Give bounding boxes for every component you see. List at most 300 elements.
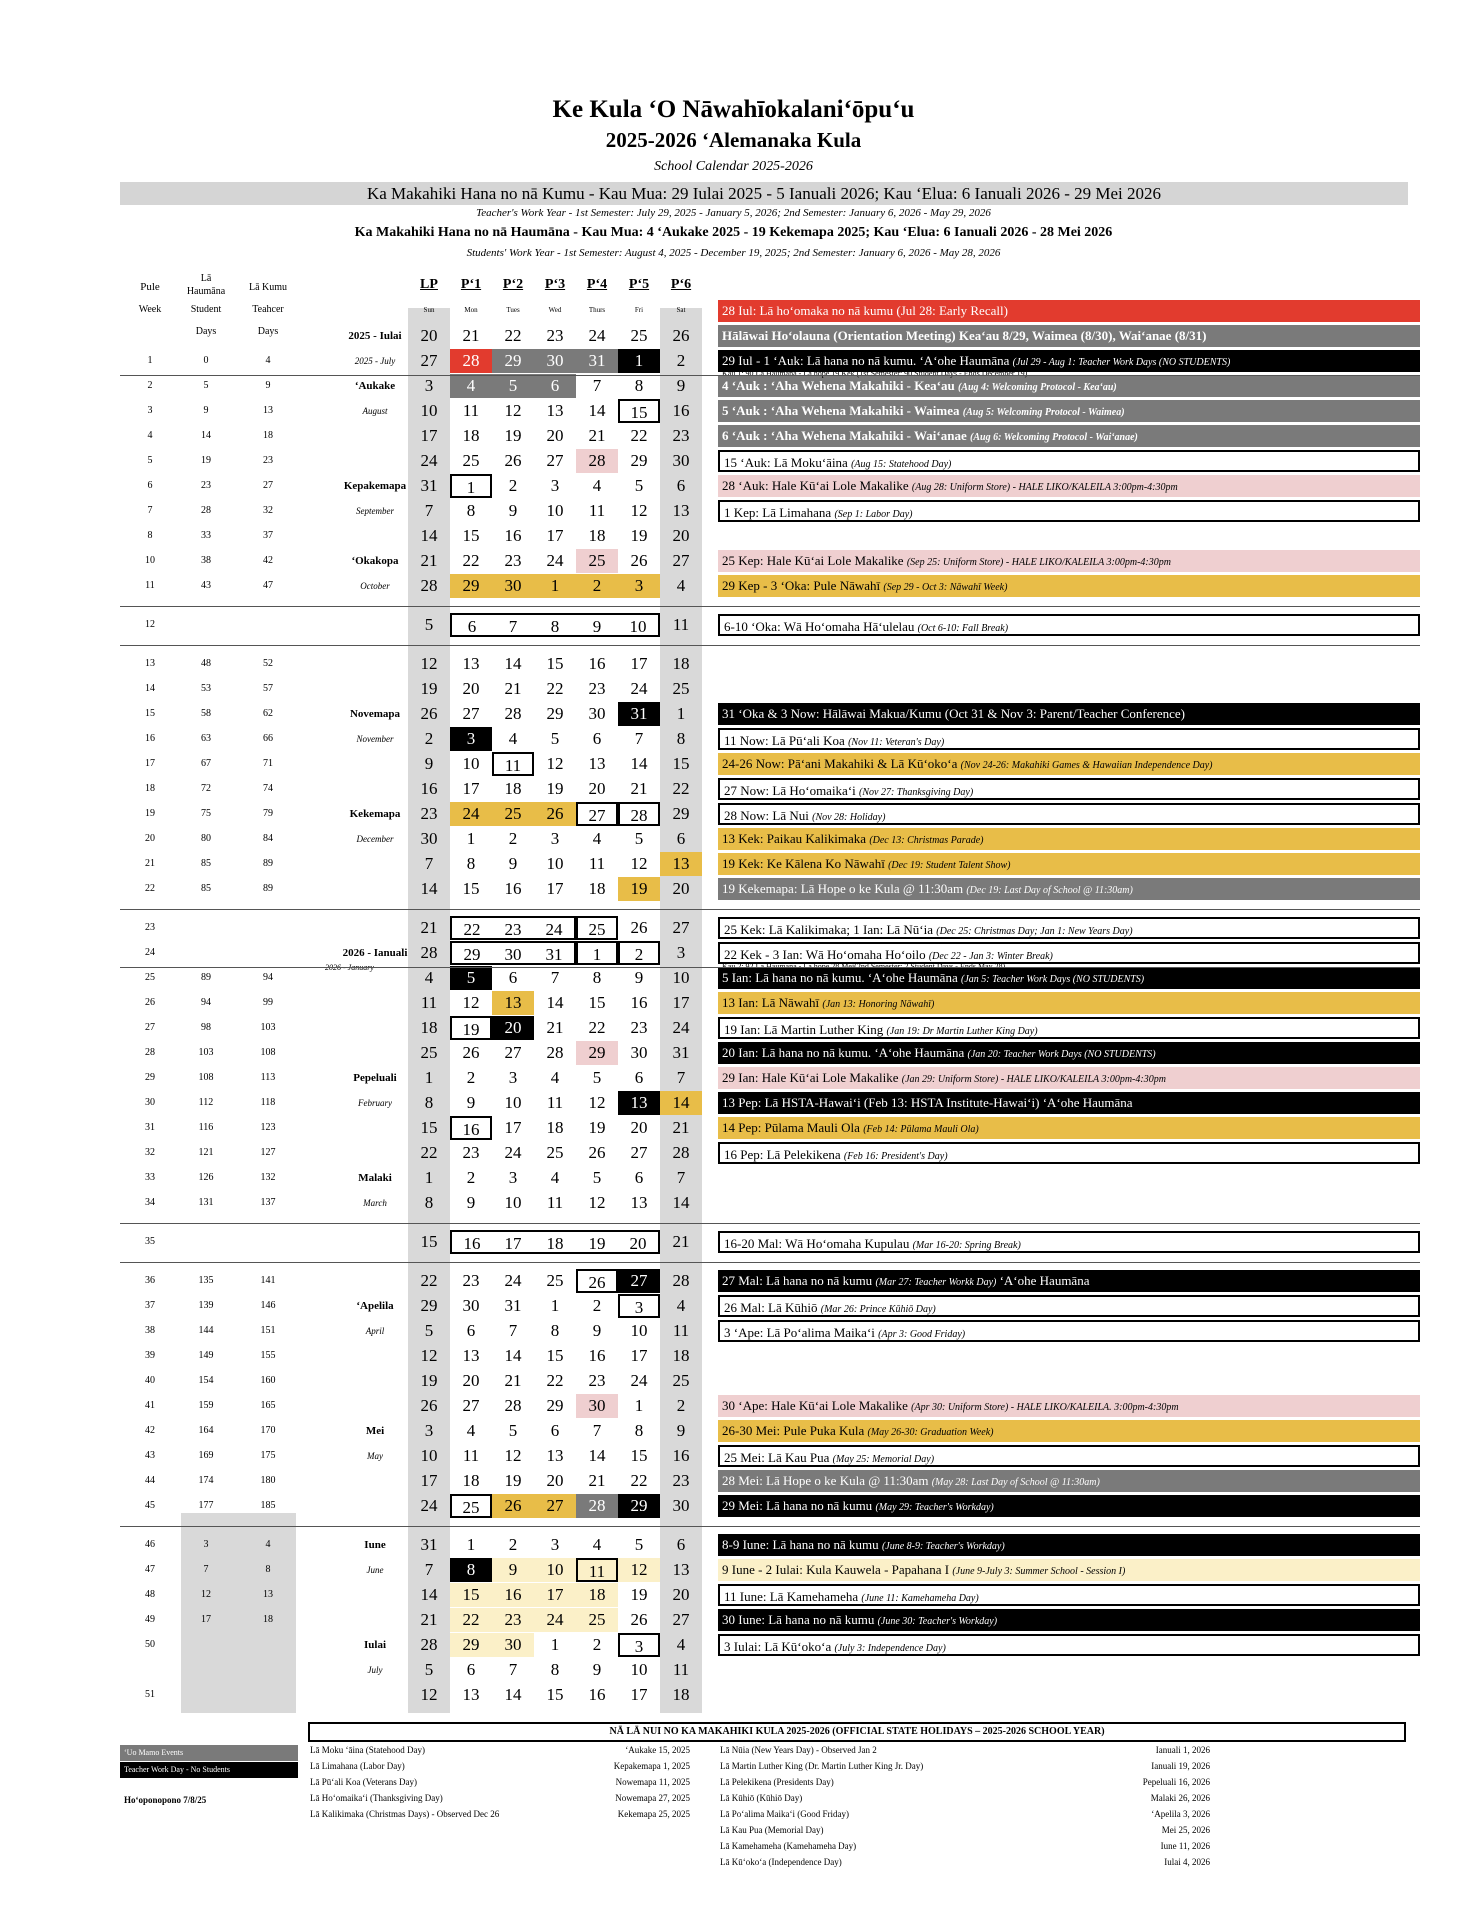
holiday-name: Lā Pelekikena (Presidents Day) bbox=[720, 1777, 834, 1787]
day-cell: 1 bbox=[534, 574, 576, 598]
event-text: 14 Pep: Pūlama Mauli Ola bbox=[722, 1120, 860, 1135]
day-cell: 5 bbox=[424, 1321, 434, 1340]
day-cell: 9 bbox=[676, 376, 686, 395]
day-cell: 31 bbox=[672, 1043, 690, 1062]
day-cell: 27 bbox=[504, 1043, 522, 1062]
teacher-days: 62 bbox=[263, 708, 273, 719]
day-cell: 15 bbox=[450, 1583, 492, 1607]
day-cell: 15 bbox=[630, 1446, 648, 1465]
week-row bbox=[120, 449, 1420, 473]
week-number: 39 bbox=[145, 1350, 155, 1361]
day-cell: 6 bbox=[634, 1068, 644, 1087]
student-days: 7 bbox=[203, 1564, 209, 1575]
day-label: Sat bbox=[676, 306, 686, 314]
event-text: 27 Now: Lā Hoʻomaikaʻi bbox=[724, 783, 856, 798]
day-cell: 8 bbox=[534, 613, 576, 637]
day-cell: 5 bbox=[592, 1068, 602, 1087]
teacher-days: 170 bbox=[260, 1425, 276, 1436]
day-cell: 16 bbox=[450, 1230, 492, 1254]
student-days bbox=[181, 1230, 231, 1254]
week-number: 13 bbox=[145, 658, 155, 669]
event-banner bbox=[718, 614, 1420, 636]
holiday-name: Lā Moku ʻāina (Statehood Day) bbox=[310, 1745, 425, 1755]
day-cell: 10 bbox=[420, 1446, 438, 1465]
week-row bbox=[120, 702, 1420, 726]
student-days: 58 bbox=[201, 708, 211, 719]
event-note: (Sep 1: Labor Day) bbox=[834, 509, 913, 520]
event-banner bbox=[718, 942, 1420, 964]
day-cell: 15 bbox=[462, 526, 480, 545]
teacher-days: 8 bbox=[265, 1564, 271, 1575]
week-number: 8 bbox=[147, 530, 153, 541]
event-banner bbox=[718, 1445, 1420, 1467]
day-cell bbox=[660, 299, 702, 323]
event-note: (Dec 13: Christmas Parade) bbox=[869, 835, 984, 846]
day-cell: 5 bbox=[424, 1660, 434, 1679]
teacher-days: 52 bbox=[263, 658, 273, 669]
day-cell: 25 bbox=[630, 326, 648, 345]
day-cell: 9 bbox=[634, 968, 644, 987]
day-cell: 18 bbox=[504, 779, 522, 798]
week-row bbox=[120, 991, 1420, 1015]
event-text: 15 ʻAuk: Lā Mokuʻāina bbox=[724, 455, 848, 470]
event-banner bbox=[718, 400, 1420, 422]
month-label: March bbox=[363, 1198, 387, 1208]
section-divider bbox=[120, 606, 1420, 607]
day-cell: 15 bbox=[462, 879, 480, 898]
day-cell: 13 bbox=[660, 852, 702, 876]
day-cell: 15 bbox=[546, 1346, 564, 1365]
holiday-name: Lā Martin Luther King (Dr. Martin Luther King Jr. Day) bbox=[720, 1761, 924, 1771]
holiday-date: Mei 25, 2026 bbox=[1161, 1825, 1210, 1835]
day-cell: 13 bbox=[546, 401, 564, 420]
day-cell: 6 bbox=[466, 1660, 476, 1679]
holiday-name: Lā Limahana (Labor Day) bbox=[310, 1761, 405, 1771]
day-cell: 8 bbox=[424, 1093, 434, 1112]
teacher-days: 89 bbox=[263, 858, 273, 869]
week-row bbox=[120, 424, 1420, 448]
day-cell: 1 bbox=[424, 1168, 434, 1187]
day-cell: 2 bbox=[592, 1635, 602, 1654]
event-text: 28 Iul: Lā hoʻomaka no nā kumu (Jul 28: Early Recall) bbox=[722, 303, 1008, 318]
week-row bbox=[120, 1608, 1420, 1632]
day-cell: 10 bbox=[504, 1093, 522, 1112]
day-cell: 8 bbox=[634, 1421, 644, 1440]
event-note: (June 8-9: Teacher's Workday) bbox=[881, 1541, 1005, 1552]
week-number: 41 bbox=[145, 1400, 155, 1411]
day-cell: 22 bbox=[546, 679, 564, 698]
day-cell: 1 bbox=[550, 1635, 560, 1654]
month-label: Pepeluali bbox=[353, 1072, 397, 1084]
day-cell: 29 bbox=[576, 1041, 618, 1065]
day-cell: 16 bbox=[630, 993, 648, 1012]
month-label: ʻOkakopa bbox=[351, 555, 399, 567]
day-cell: 21 bbox=[504, 679, 522, 698]
event-note: (Nov 11: Veteran's Day) bbox=[848, 737, 945, 748]
event-text: 24-26 Now: Pāʻani Makahiki & Lā Kūʻokoʻa bbox=[722, 756, 958, 771]
holiday-date: Iune 11, 2026 bbox=[1160, 1841, 1210, 1851]
day-cell: 8 bbox=[550, 1660, 560, 1679]
day-cell: 30 bbox=[672, 1496, 690, 1515]
day-cell: 27 bbox=[462, 1396, 480, 1415]
day-cell: 14 bbox=[504, 1685, 522, 1704]
day-cell: 10 bbox=[420, 401, 438, 420]
day-cell: 14 bbox=[660, 1091, 702, 1115]
day-label: Sun bbox=[423, 306, 435, 314]
day-cell: 6 bbox=[676, 829, 686, 848]
event-note: (Jan 19: Dr Martin Luther King Day) bbox=[886, 1026, 1038, 1037]
week-number bbox=[127, 299, 173, 323]
teacher-days bbox=[240, 1633, 296, 1657]
month-label: ʻAukake bbox=[354, 380, 396, 392]
event-banner bbox=[718, 1042, 1420, 1064]
day-cell: 17 bbox=[546, 526, 564, 545]
student-year-banner: Ka Makahiki Hana no nā Haumāna - Kau Mua: 4 ʻAukake 2025 - 19 Kekemapa 2025; Kau ʻElua: 6 Ianuali 2026 - 28 Mei 2026 bbox=[354, 225, 1113, 240]
day-cell: 26 bbox=[630, 551, 648, 570]
week-row bbox=[120, 916, 1420, 940]
student-days bbox=[181, 1683, 231, 1707]
day-cell: 18 bbox=[588, 879, 606, 898]
week-number: 33 bbox=[145, 1172, 155, 1183]
day-cell bbox=[618, 299, 660, 323]
week-number: 36 bbox=[145, 1275, 155, 1286]
day-cell: 30 bbox=[492, 941, 534, 965]
week-row bbox=[120, 652, 1420, 676]
teacher-days: 13 bbox=[263, 1589, 273, 1600]
student-days: 131 bbox=[198, 1197, 214, 1208]
teacher-days: 108 bbox=[260, 1047, 276, 1058]
day-cell: 21 bbox=[630, 779, 648, 798]
day-cell: 24 bbox=[420, 451, 438, 470]
day-cell: 12 bbox=[588, 1193, 606, 1212]
day-cell: 8 bbox=[634, 376, 644, 395]
day-cell: 20 bbox=[672, 879, 690, 898]
teacher-days: 18 bbox=[263, 430, 273, 441]
holiday-date: Kepakemapa 1, 2025 bbox=[613, 1761, 690, 1771]
day-cell: 6 bbox=[508, 968, 518, 987]
day-cell: 4 bbox=[450, 374, 492, 398]
holiday-name: Lā Poʻalima Maikaʻi (Good Friday) bbox=[720, 1809, 849, 1819]
student-days: 144 bbox=[198, 1325, 214, 1336]
teacher-days: 13 bbox=[263, 405, 273, 416]
day-cell: 2 bbox=[508, 1535, 518, 1554]
teacher-days bbox=[240, 1230, 296, 1254]
event-banner bbox=[718, 753, 1420, 775]
teacher-days: 160 bbox=[260, 1375, 276, 1386]
day-cell: 18 bbox=[576, 1583, 618, 1607]
month-label: September bbox=[356, 506, 394, 516]
day-cell: 20 bbox=[420, 326, 438, 345]
day-cell: 18 bbox=[420, 1018, 438, 1037]
event-banner bbox=[718, 1559, 1420, 1581]
day-cell: 26 bbox=[420, 1396, 438, 1415]
section-divider bbox=[120, 1526, 1420, 1527]
event-text: 3 ʻApe: Lā Poʻalima Maikaʻi bbox=[724, 1325, 875, 1340]
month-label: April bbox=[365, 1326, 385, 1336]
holiday-date: Pepeluali 16, 2026 bbox=[1142, 1777, 1210, 1787]
day-cell: 10 bbox=[630, 1321, 648, 1340]
week-row bbox=[120, 1041, 1420, 1065]
day-cell: 16 bbox=[504, 879, 522, 898]
teacher-days: 57 bbox=[263, 683, 273, 694]
day-cell: 2 bbox=[424, 729, 434, 748]
day-cell: 25 bbox=[576, 916, 618, 940]
day-cell: 5 bbox=[550, 729, 560, 748]
day-cell: 2 bbox=[576, 574, 618, 598]
day-cell: 14 bbox=[588, 1446, 606, 1465]
day-cell: 15 bbox=[420, 1232, 438, 1251]
day-label: Wed bbox=[548, 306, 562, 314]
teacher-days: 103 bbox=[260, 1022, 276, 1033]
day-cell: 24 bbox=[534, 1608, 576, 1632]
week-number: 31 bbox=[145, 1122, 155, 1133]
holiday-date: Kekemapa 25, 2025 bbox=[617, 1809, 690, 1819]
day-cell: 14 bbox=[504, 654, 522, 673]
day-cell: 15 bbox=[420, 1118, 438, 1137]
day-cell: 22 bbox=[450, 1608, 492, 1632]
week-number: 14 bbox=[145, 683, 155, 694]
event-text: 31 ʻOka & 3 Now: Hālāwai Makua/Kumu (Oct 31 & Nov 3: Parent/Teacher Conference) bbox=[722, 706, 1185, 721]
student-days: 174 bbox=[198, 1475, 214, 1486]
day-cell: 17 bbox=[534, 1583, 576, 1607]
week-row bbox=[120, 524, 1420, 548]
week-row bbox=[120, 499, 1420, 523]
day-cell: 27 bbox=[630, 1143, 648, 1162]
month-label: 2025 - July bbox=[354, 356, 396, 366]
day-cell: 14 bbox=[630, 754, 648, 773]
day-cell: 1 bbox=[550, 1296, 560, 1315]
week-row bbox=[120, 574, 1420, 598]
week-number: 16 bbox=[145, 733, 155, 744]
teacher-days: 113 bbox=[260, 1072, 276, 1083]
teacher-days: 89 bbox=[263, 883, 273, 894]
event-text: 3 Iulai: Lā Kūʻokoʻa bbox=[724, 1639, 832, 1654]
day-cell: 24 bbox=[534, 916, 576, 940]
event-text: 27 Mal: Lā hana no nā kumu bbox=[722, 1273, 873, 1288]
day-cell: 26 bbox=[462, 1043, 480, 1062]
day-cell: 8 bbox=[466, 854, 476, 873]
day-cell: 14 bbox=[504, 1346, 522, 1365]
day-cell: 13 bbox=[588, 754, 606, 773]
day-cell: 19 bbox=[504, 1471, 522, 1490]
day-cell: 25 bbox=[546, 1271, 564, 1290]
day-cell: 26 bbox=[504, 451, 522, 470]
day-cell: 14 bbox=[588, 401, 606, 420]
day-cell: 19 bbox=[420, 679, 438, 698]
col-week: Week bbox=[138, 304, 162, 315]
day-cell: 22 bbox=[630, 1471, 648, 1490]
day-cell: 28 bbox=[504, 704, 522, 723]
day-cell: 5 bbox=[634, 1535, 644, 1554]
week-number: 27 bbox=[145, 1022, 155, 1033]
teacher-days: 18 bbox=[263, 1614, 273, 1625]
day-cell: 23 bbox=[672, 1471, 690, 1490]
day-cell: 12 bbox=[588, 1093, 606, 1112]
day-cell: 16 bbox=[672, 1446, 690, 1465]
student-days: 53 bbox=[201, 683, 211, 694]
week-row bbox=[120, 1394, 1420, 1418]
day-cell: 12 bbox=[546, 754, 564, 773]
event-banner bbox=[718, 375, 1420, 397]
student-days: 121 bbox=[198, 1147, 214, 1158]
holiday-name: Lā Kūhiō (Kūhiō Day) bbox=[720, 1793, 803, 1803]
day-cell: 16 bbox=[672, 401, 690, 420]
event-note: (July 3: Independence Day) bbox=[834, 1643, 946, 1654]
day-cell: 10 bbox=[546, 501, 564, 520]
event-banner bbox=[718, 878, 1420, 900]
day-cell: 5 bbox=[424, 615, 434, 634]
teacher-days: 23 bbox=[263, 455, 273, 466]
day-cell: 2 bbox=[466, 1068, 476, 1087]
teacher-days: 47 bbox=[263, 580, 273, 591]
day-cell: 19 bbox=[576, 1230, 618, 1254]
day-cell: 11 bbox=[672, 1660, 690, 1679]
day-cell: 28 bbox=[450, 349, 492, 373]
day-cell: 9 bbox=[592, 1321, 602, 1340]
event-note: (Dec 19: Student Talent Show) bbox=[888, 860, 1011, 871]
day-cell: 10 bbox=[672, 968, 690, 987]
event-text: 25 Kek: Lā Kalikimaka; 1 Ian: Lā Nūʻia bbox=[724, 922, 934, 937]
holiday-date: Malaki 26, 2026 bbox=[1150, 1793, 1210, 1803]
day-cell: 30 bbox=[672, 451, 690, 470]
teacher-days: 137 bbox=[260, 1197, 276, 1208]
event-banner bbox=[718, 1495, 1420, 1517]
week-row bbox=[120, 474, 1420, 498]
day-cell: 4 bbox=[550, 1168, 560, 1187]
teacher-days: 66 bbox=[263, 733, 273, 744]
week-number: 18 bbox=[145, 783, 155, 794]
day-cell: 13 bbox=[462, 1685, 480, 1704]
day-cell: 13 bbox=[492, 991, 534, 1015]
week-number: 5 bbox=[147, 455, 153, 466]
day-cell: 21 bbox=[672, 1232, 690, 1251]
day-cell: 23 bbox=[492, 916, 534, 940]
teacher-days: 132 bbox=[260, 1172, 276, 1183]
month-label: Malaki bbox=[358, 1172, 392, 1184]
day-cell: 4 bbox=[424, 968, 434, 987]
event-text: 5 Ian: Lā hana no nā kumu. ʻAʻohe Haumāna bbox=[722, 970, 958, 985]
day-cell: 1 bbox=[466, 829, 476, 848]
student-days bbox=[181, 1658, 231, 1682]
day-cell: 11 bbox=[588, 501, 606, 520]
day-cell: 17 bbox=[630, 654, 648, 673]
day-cell: 21 bbox=[420, 1610, 438, 1629]
student-days: 154 bbox=[198, 1375, 214, 1386]
day-cell: 24 bbox=[420, 1496, 438, 1515]
day-cell: 3 bbox=[618, 1633, 660, 1657]
day-cell: 12 bbox=[504, 1446, 522, 1465]
day-cell: 31 bbox=[534, 941, 576, 965]
day-cell: 11 bbox=[672, 615, 690, 634]
day-cell: 29 bbox=[450, 941, 492, 965]
student-days: 38 bbox=[201, 555, 211, 566]
day-cell: 13 bbox=[462, 654, 480, 673]
teacher-days: 127 bbox=[260, 1147, 276, 1158]
event-note: (Feb 16: President's Day) bbox=[843, 1151, 948, 1162]
day-cell: 17 bbox=[420, 426, 438, 445]
day-cell: 12 bbox=[420, 1346, 438, 1365]
day-label: Tues bbox=[506, 306, 520, 314]
day-cell: 20 bbox=[462, 679, 480, 698]
day-cell: 23 bbox=[492, 1608, 534, 1632]
week-number: 37 bbox=[145, 1300, 155, 1311]
day-cell bbox=[450, 299, 492, 323]
student-days: 75 bbox=[201, 808, 211, 819]
event-note: (Nov 28: Holiday) bbox=[812, 812, 886, 823]
week-row bbox=[120, 1230, 1420, 1254]
day-cell: 14 bbox=[420, 1585, 438, 1604]
day-label: Mon bbox=[464, 306, 478, 314]
day-cell: 27 bbox=[672, 918, 690, 937]
event-banner bbox=[718, 300, 1420, 322]
event-banner bbox=[718, 853, 1420, 875]
section-divider bbox=[120, 967, 1420, 968]
day-cell: 22 bbox=[546, 1371, 564, 1390]
teacher-days bbox=[240, 324, 296, 348]
col-la-haumana: Lā Haumāna bbox=[186, 273, 226, 297]
event-text: 30 ʻApe: Hale Kūʻai Lole Makalike bbox=[722, 1398, 908, 1413]
teacher-days: 84 bbox=[263, 833, 273, 844]
student-days bbox=[181, 916, 231, 940]
day-cell: 20 bbox=[672, 526, 690, 545]
event-note: (May 26-30: Graduation Week) bbox=[867, 1427, 994, 1438]
event-banner bbox=[718, 450, 1420, 472]
week-row bbox=[120, 1091, 1420, 1115]
week-number: 35 bbox=[145, 1236, 155, 1247]
week-row bbox=[120, 1141, 1420, 1165]
day-cell: 19 bbox=[450, 1016, 492, 1040]
week-number: 20 bbox=[145, 833, 155, 844]
event-text: 25 Kep: Hale Kūʻai Lole Makalike bbox=[722, 553, 904, 568]
event-note: (Dec 25: Christmas Day; Jan 1: New Years Day) bbox=[936, 926, 1133, 937]
day-cell: 26 bbox=[672, 326, 690, 345]
day-cell: 26 bbox=[492, 1494, 534, 1518]
teacher-days: 27 bbox=[263, 480, 273, 491]
event-banner bbox=[718, 917, 1420, 939]
day-cell: 22 bbox=[630, 426, 648, 445]
student-days: 48 bbox=[201, 658, 211, 669]
day-cell: 12 bbox=[630, 854, 648, 873]
day-cell: 3 bbox=[676, 943, 686, 962]
day-cell: 25 bbox=[576, 1608, 618, 1632]
week-number: 11 bbox=[145, 580, 155, 591]
day-cell: 6 bbox=[676, 476, 686, 495]
day-cell: 5 bbox=[508, 1421, 518, 1440]
day-cell: 28 bbox=[546, 1043, 564, 1062]
event-text: 11 Iune: Lā Kamehameha bbox=[724, 1589, 859, 1604]
event-text: 29 Ian: Hale Kūʻai Lole Makalike bbox=[722, 1070, 899, 1085]
week-number: 26 bbox=[145, 997, 155, 1008]
day-cell: 22 bbox=[672, 779, 690, 798]
event-banner bbox=[718, 325, 1420, 347]
week-number: 6 bbox=[147, 480, 153, 491]
student-days bbox=[181, 1633, 231, 1657]
month-label: Novemapa bbox=[349, 708, 401, 720]
event-banner bbox=[718, 778, 1420, 800]
day-cell: 14 bbox=[420, 526, 438, 545]
semester1-note: Kau 1: 90 Lā Haumāna - Lā hope 19 Kek (1st Semester: 90 Student Days - Ends December 19) bbox=[722, 369, 1028, 378]
student-days: 169 bbox=[198, 1450, 214, 1461]
col-pule: Pule bbox=[140, 281, 160, 293]
day-cell: 21 bbox=[672, 1118, 690, 1137]
day-cell: 29 bbox=[546, 1396, 564, 1415]
day-cell: 27 bbox=[672, 551, 690, 570]
day-cell: 13 bbox=[672, 501, 690, 520]
week-number: 19 bbox=[145, 808, 155, 819]
student-days: 177 bbox=[198, 1500, 214, 1511]
day-cell: 31 bbox=[618, 702, 660, 726]
day-cell: 6 bbox=[550, 1421, 560, 1440]
